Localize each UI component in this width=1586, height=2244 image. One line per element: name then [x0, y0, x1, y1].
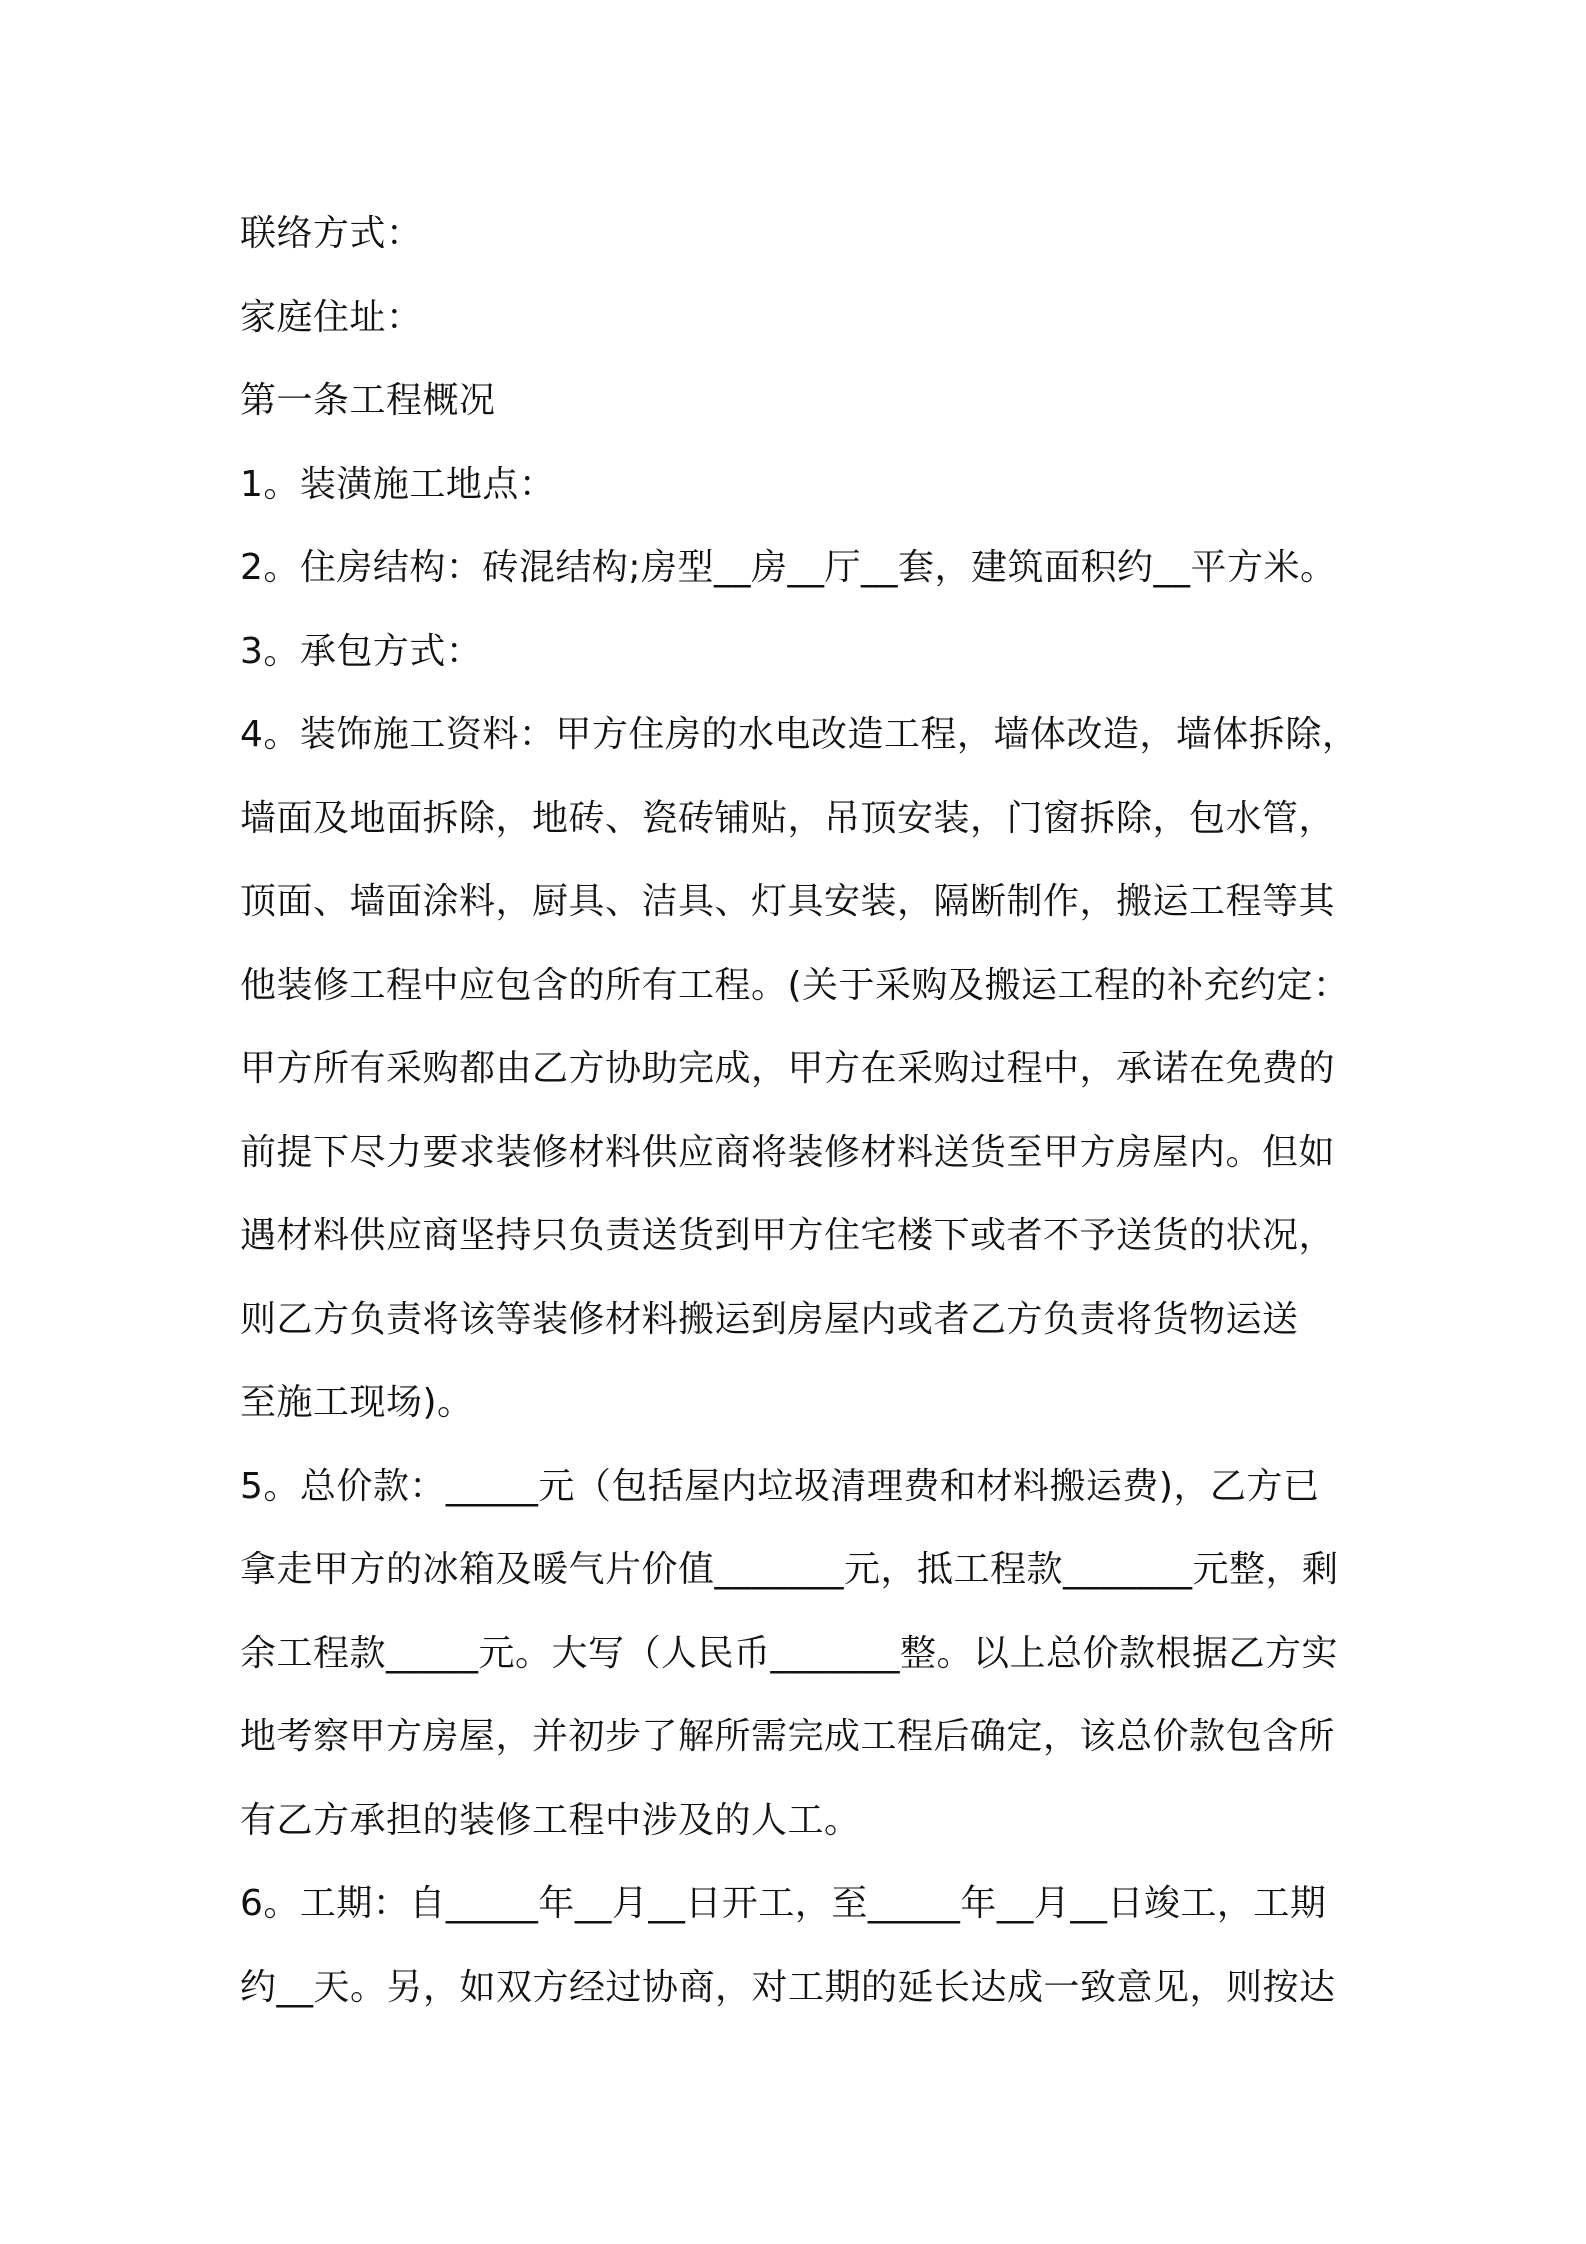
clause-3-line: 3。承包方式：	[240, 630, 483, 672]
clause-4-line: 至施工现场)。	[240, 1382, 474, 1423]
clause-2-line: 2。住房结构：砖混结构;房型__房__厅__套，建筑面积约__平方米。	[240, 547, 1337, 588]
clause-6-line: 6。工期：自_____年__月__日开工，至_____年__月__日竣工，工期	[240, 1883, 1327, 1924]
clause-4-line: 墙面及地面拆除，地砖、瓷砖铺贴，吊顶安装，门窗拆除，包水管，	[240, 797, 1336, 839]
clause-5-line: 拿走甲方的冰箱及暖气片价值_______元，抵工程款_______元整，剩	[240, 1549, 1339, 1590]
clause-4-line: 遇材料供应商坚持只负责送货到甲方住宅楼下或者不予送货的状况，	[240, 1215, 1336, 1256]
clause-5-line: 地考察甲方房屋，并初步了解所需完成工程后确定，该总价款包含所	[240, 1716, 1336, 1757]
document-body	[240, 192, 1390, 2029]
clause-4-line: 则乙方负责将该等装修材料搬运到房屋内或者乙方负责将货物运送	[240, 1298, 1299, 1340]
clause-5-line: 有乙方承担的装修工程中涉及的人工。	[240, 1799, 861, 1841]
clause-6-line: 约__天。另，如双方经过协商，对工期的延长达成一致意见，则按达	[240, 1966, 1336, 2008]
contact-line: 联络方式：	[240, 213, 423, 254]
clause-1-line: 1。装潢施工地点：	[240, 463, 556, 505]
address-line: 家庭住址：	[240, 296, 423, 338]
clause-4-line: 他装修工程中应包含的所有工程。(关于采购及搬运工程的补充约定：	[240, 964, 1350, 1006]
clause-4-line: 顶面、墙面涂料，厨具、洁具、灯具安装，隔断制作，搬运工程等其	[240, 881, 1336, 922]
clause-5-line: 余工程款_____元。大写（人民币_______整。以上总价款根据乙方实	[240, 1632, 1339, 1674]
clause-4-line: 前提下尽力要求装修材料供应商将装修材料送货至甲方房屋内。但如	[240, 1131, 1336, 1173]
clause-5-line: 5。总价款：_____元（包括屋内垃圾清理费和材料搬运费)，乙方已	[240, 1465, 1320, 1507]
clause-4-line: 4。装饰施工资料：甲方住房的水电改造工程，墙体改造，墙体拆除，	[240, 714, 1359, 755]
clause-4-line: 甲方所有采购都由乙方协助完成，甲方在采购过程中，承诺在免费的	[240, 1048, 1336, 1089]
article-one-heading: 第一条工程概况	[240, 380, 496, 421]
